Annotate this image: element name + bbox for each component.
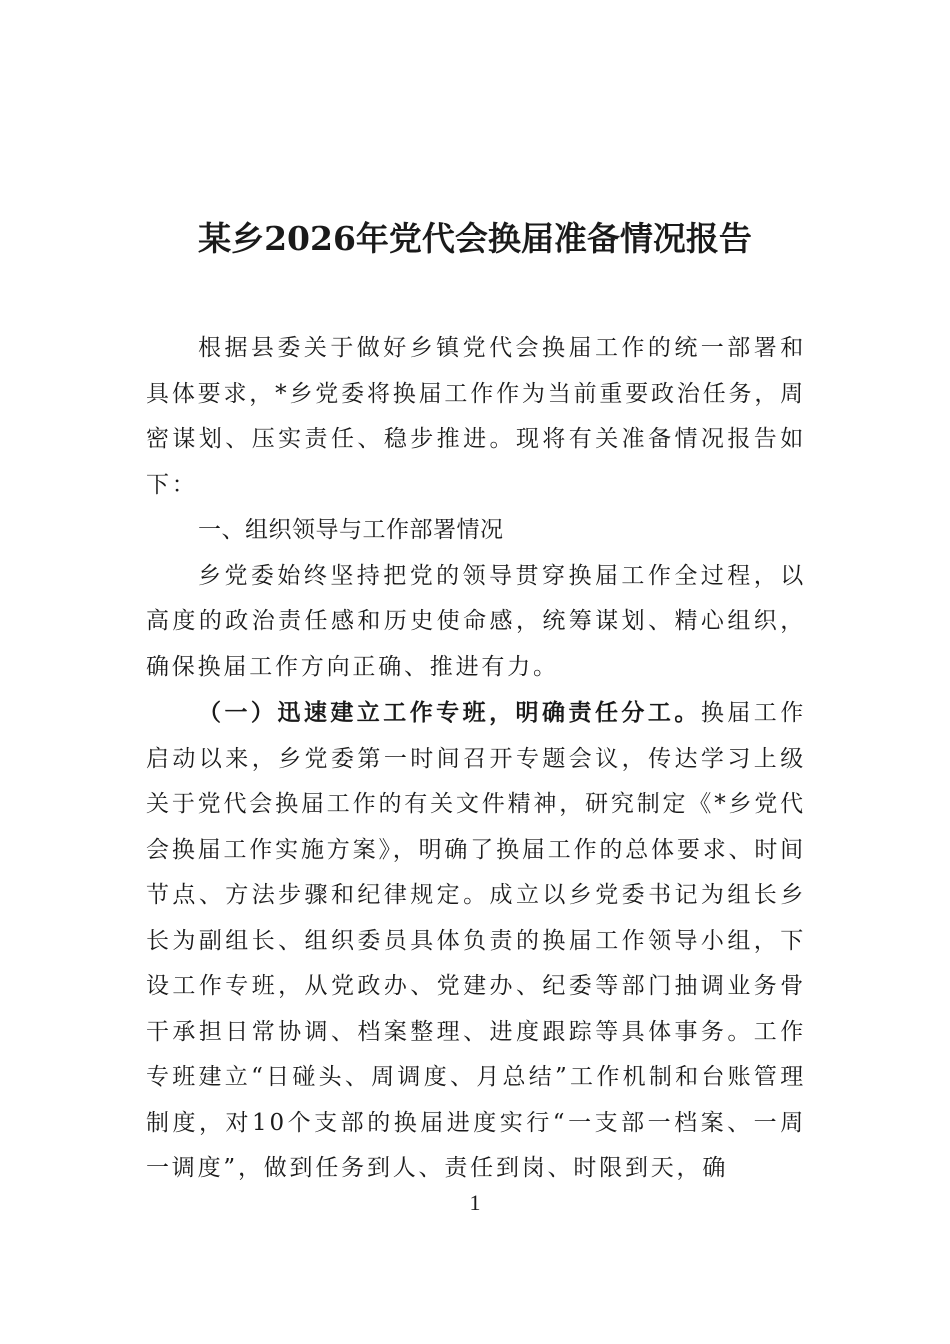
page-number: 1	[469, 1190, 481, 1215]
document-title: 某乡2026年党代会换届准备情况报告	[198, 219, 752, 259]
document-body	[146, 326, 806, 1192]
item-lead: （一）迅速建立工作专班，明确责任分工。	[198, 699, 701, 726]
intro-paragraph: 根据县委关于做好乡镇党代会换届工作的统一部署和具体要求，*乡党委将换届工作作为当前重要政治任务，周密谋划、压实责任、稳步推进。现将有关准备情况报告如下：	[146, 335, 806, 498]
item-paragraph	[146, 690, 806, 1192]
item-text: 换届工作启动以来，乡党委第一时间召开专题会议，传达学习上级关于党代会换届工作的有关文件精神，研究制定《*乡党代会换届工作实施方案》，明确了换届工作的总体要求、时间节点、方法步骤和纪律规定。成立以乡党委书记为组长乡长为副组长、组织委员具体负责的换届工作领导小组，下设工作专班，从党政办、党建办、纪委等部门抽调业务骨干承担日常协调、档案整理、进度跟踪等具体事务。工作专班建立“日碰头、周调度、月总结”工作机制和台账管理制度，对10个支部的换届进度实行“一支部一档案、一周一调度”，做到任务到人、责任到岗、时限到天，确	[146, 700, 807, 1181]
section-paragraph: 乡党委始终坚持把党的领导贯穿换届工作全过程，以高度的政治责任感和历史使命感，统筹谋划、精心组织，确保换届工作方向正确、推进有力。	[146, 562, 806, 680]
section-heading: 一、组织领导与工作部署情况	[198, 517, 504, 543]
